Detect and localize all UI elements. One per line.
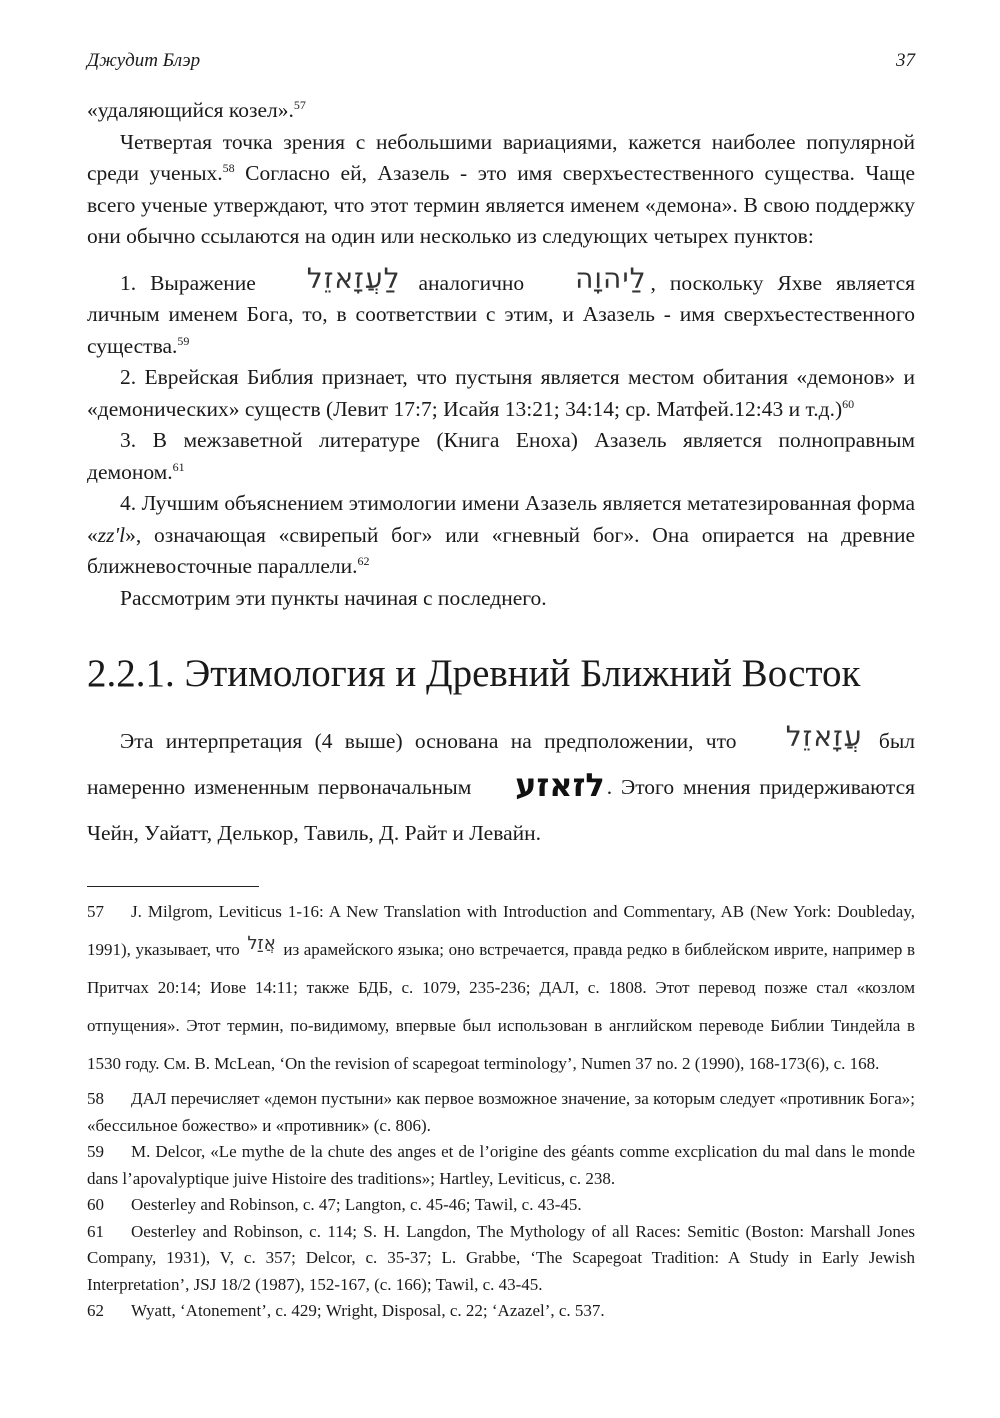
footnote-ref[interactable]: 61 xyxy=(172,459,185,474)
running-header xyxy=(87,50,915,76)
section-paragraph: Эта интерпретация (4 выше) основана на предположении, что עֲזָאזֵל был намеренно измененным первоначальным לזאזע. Этого мнения придерживаются Чейн, Уайатт, Делькор, Тавиль, Д. Райт и Левайн. xyxy=(87,720,916,845)
footnote-ref[interactable]: 57 xyxy=(293,98,306,112)
footnote-number: 61 xyxy=(87,1221,104,1241)
paragraph: Четвертая точка зрения с небольшими вариациями, кажется наиболее популярной среди ученых.$^{58}$ Согласно ей, Азазель - это имя сверхъестественного существа. Чаще всего ученые утверждают, что этот термин является именем «демона». В свою поддержку они обычно ссылаются на один или несколько из следующих четырех пунктов: xyxy=(87,129,915,248)
footnote: 61 Oesterley and Robinson, с. 114; S. H. Langdon, The Mythology of all Races: Semitic (Boston: Marshall Jones Company, 1931), V, с. 357; Delcor, с. 35-37; L. Grabbe, ‘The Scapegoat Tradition: A Study in Early Jewish Interpretation’, JSJ 18/2 (1987), 152-167, (с. 166); Tawil, с. 43-45. xyxy=(87,1219,915,1299)
paragraph: Рассмотрим эти пункты начиная с последнего. xyxy=(120,585,547,610)
section-heading: 2.2.1. Этимология и Древний Ближний Восток xyxy=(87,652,861,695)
hebrew-word-azal: אֲזַל xyxy=(247,933,276,954)
footnote-ref[interactable]: 59 xyxy=(177,333,190,348)
footnotes xyxy=(87,893,915,1325)
main-text xyxy=(87,95,915,1325)
footnote-ref[interactable]: 60 xyxy=(842,396,855,411)
footnote: 57 J. Milgrom, Leviticus 1-16: A New Translation with Introduction and Commentary, AB (New York: Doubleday, 1991), указывает, что אֲזַל из арамейского языка; оно встречается, правда редко в библейском иврите, например в Притчах 20:14; Иове 14:11; также БДБ, с. 1079, 235-236; ДАЛ, с. 1808. Этот перевод позже стал «козлом отпущения». Этот термин, по-видимому, впервые был использован в английском переводе Библии Тиндейла в 1530 году. См. B. McLean, ‘On the revision of scapegoat terminology’, Numen 37 no. 2 (1990), 168-173(6), с. 168. xyxy=(87,893,915,1083)
footnote-number: 59 xyxy=(87,1142,104,1161)
header-author: Джудит Блэр xyxy=(87,50,201,71)
list-item-4: 4. Лучшим объяснением этимологии имени Азазель является метатезированная форма «zz'l», означающая «свирепый бог» или «гневный бог». Она опирается на древние ближневосточные параллели.$^{62}$ xyxy=(87,491,915,578)
footnote-number: 62 xyxy=(87,1301,104,1320)
footnote-ref[interactable]: 58 xyxy=(222,161,235,175)
footnote: 59 M. Delcor, «Le mythe de la chute des anges et de l’origine des géants comme excplication du mal dans le monde dans l’apovalyptique juive Histoire des traditions»; Hartley, Leviticus, с. 238. xyxy=(87,1139,915,1192)
footnote-number: 57 xyxy=(87,902,104,921)
hebrew-word-azazel: לַעֲזָאזֵל xyxy=(306,261,401,295)
footnote-number: 58 xyxy=(87,1089,104,1108)
hebrew-word-azazel: עֲזָאזֵל xyxy=(785,720,863,753)
page-number: 37 xyxy=(896,50,915,71)
paragraph: «удаляющийся козел».$^{57}$ xyxy=(87,98,306,122)
footnote-ref[interactable]: 62 xyxy=(357,554,370,568)
hebrew-word-original: לזאזע xyxy=(515,766,605,804)
footnote-number: 60 xyxy=(87,1195,104,1214)
footnote-divider xyxy=(87,886,259,887)
hebrew-word-yhwh: לַיהוָה xyxy=(575,261,647,295)
list-item-3: 3. В межзаветной литературе (Книга Еноха) Азазель является полноправным демоном.$^{61}$ xyxy=(87,428,915,484)
list-item-2: 2. Еврейская Библия признает, что пустыня является местом обитания «демонов» и «демонических» существ (Левит 17:7; Исайя 13:21; 34:14; ср. Матфей.12:43 и т.д.)$^{60}$ xyxy=(87,365,915,421)
footnote: 60 Oesterley and Robinson, с. 47; Langton, с. 45-46; Tawil, с. 43-45. xyxy=(87,1192,915,1219)
footnote: 58 ДАЛ перечисляет «демон пустыни» как первое возможное значение, за которым следует «противник Бога»; «бессильное божество» и «противник» (с. 806). xyxy=(87,1086,915,1139)
list-item-1: 1. Выражение לַעֲזָאזֵל аналогично לַיהוָה , поскольку Яхве является личным именем Бога, то, в соответствии с этим, и Азазель - имя сверхъестественного существа.$^{59}$ xyxy=(87,261,916,358)
footnote: 62 Wyatt, ‘Atonement’, с. 429; Wright, Disposal, с. 22; ‘Azazel’, с. 537. xyxy=(87,1298,915,1325)
